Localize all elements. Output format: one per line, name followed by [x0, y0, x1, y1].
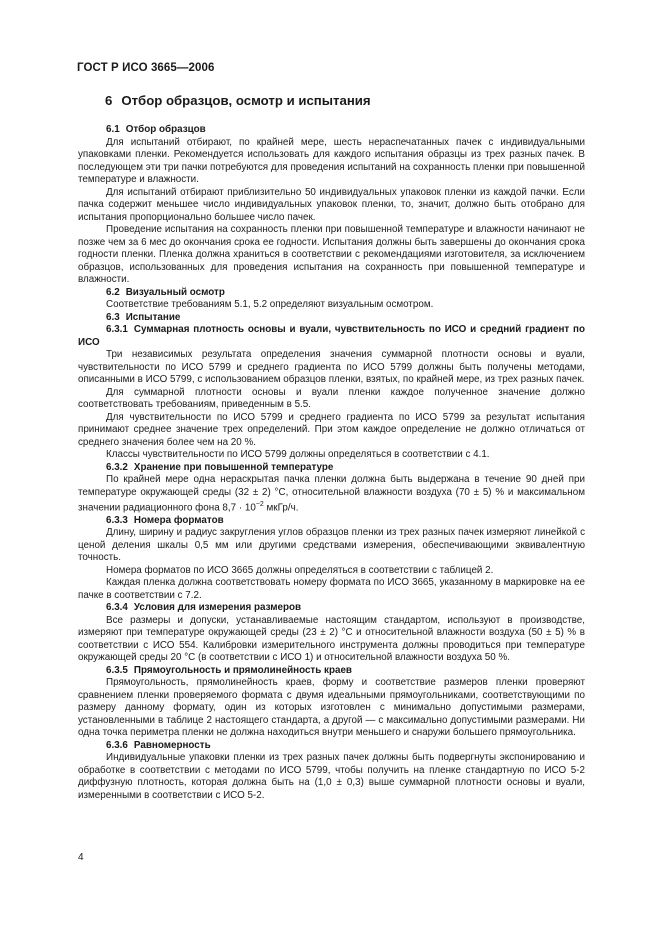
heading-number: 6.3.5	[106, 664, 128, 676]
subsection-heading-6-3-1	[78, 324, 585, 349]
paragraph: Для испытаний отбирают, по крайней мере, шесть нераспечатанных пачек с индивидуальными упаковками пленки. Рекомендуется использовать для каждого испытания образцы из трех разных пачек. В последующем эти три пачки потребуются для проведения испытаний на сохранность пленки при повышенной температуре и влажности.	[78, 136, 585, 185]
heading-text: Отбор образцов	[125, 124, 206, 135]
page-number: 4	[78, 852, 84, 863]
heading-text: Условия для измерения размеров	[133, 602, 302, 614]
paragraph: Прямоугольность, прямолинейность краев, форму и соответствие размеров пленки проверяют сравнением пленки проверяемого формата с двумя идеальными прямоугольниками, соответствующими по размеру данному формату, один из которых изготовлен с минимально допустимыми размерами, установленными в таблице 2 настоящего стандарта, а другой — с максимально допустимыми размерами. Ни одна точка периметра пленки не должна находиться внутри меньшего и снаружи большего прямоугольника.	[78, 677, 585, 739]
subsection-heading-6-1	[78, 124, 585, 137]
heading-number: 6.3.4	[106, 602, 128, 614]
heading-number: 6.3	[106, 311, 120, 323]
paragraph: Классы чувствительности по ИСО 5799 должны определяться в соответствии с 4.1.	[106, 449, 490, 460]
section-title-text: Отбор образцов, осмотр и испытания	[121, 93, 371, 108]
paragraph: Три независимых результата определения значения суммарной плотности основы и вуали, чувствительности по ИСО 5799 и среднего градиента по ИСО 5799 должны быть получены методами, описанными в ИСО 5799, с использованием образцов пленки, взятых, по крайней мере, из трех разных пачек.	[78, 349, 585, 385]
heading-number: 6.3.6	[106, 739, 128, 751]
paragraph: Для суммарной плотности основы и вуали пленки каждое полученное значение должно соответствовать требованиям, приведенным в 5.5.	[78, 386, 585, 410]
section-title	[105, 93, 371, 108]
subsection-heading-6-3	[78, 312, 585, 325]
document-header: ГОСТ Р ИСО 3665—2006	[77, 62, 215, 74]
paragraph: Номера форматов по ИСО 3665 должны определяться в соответствии с таблицей 2.	[106, 564, 494, 576]
heading-text: Равномерность	[133, 739, 211, 751]
subsection-heading-6-3-6	[78, 740, 585, 753]
subsection-heading-6-2	[78, 287, 585, 300]
paragraph: Для чувствительности по ИСО 5799 и среднего градиента по ИСО 5799 за результат испытания принимают среднее значение трех определений. При этом каждое определение не должно отличаться от среднего значения более чем на 20 %.	[78, 411, 585, 448]
heading-text: Прямоугольность и прямолинейность краев	[133, 664, 352, 676]
paragraph	[78, 474, 585, 515]
subsection-heading-6-3-5	[78, 665, 585, 678]
exponent: −2	[255, 501, 264, 508]
paragraph: Каждая пленка должна соответствовать номеру формата по ИСО 3665, указанному в маркировке на ее пачке в соответствии с 7.2.	[78, 577, 585, 601]
section-number: 6	[105, 93, 113, 108]
paragraph-text: мкГр/ч.	[263, 502, 299, 514]
paragraph: Для испытаний отбирают приблизительно 50 индивидуальных упаковок пленки из каждой пачки. Если пачка содержит меньшее число индивидуальных упаковок пленки, то, значит, должно быть отобрано для испытания пропорционально большее число пачек.	[78, 186, 585, 223]
heading-number: 6.1	[106, 124, 120, 135]
subsection-heading-6-3-4	[78, 602, 585, 615]
paragraph: Соответствие требованиям 5.1, 5.2 определяют визуальным осмотром.	[106, 299, 434, 310]
heading-text: Испытание	[125, 311, 181, 323]
subsection-heading-6-3-2	[78, 462, 585, 475]
heading-number: 6.3.3	[106, 514, 128, 526]
document-body	[78, 124, 585, 802]
heading-number: 6.3.1	[106, 324, 128, 335]
heading-text: Хранение при повышенной температуре	[133, 461, 334, 473]
heading-number: 6.3.2	[106, 461, 128, 473]
paragraph: Проведение испытания на сохранность пленки при повышенной температуре и влажности начинают не позже чем за 6 мес до окончания срока ее годности. Испытания должны быть завершены до окончания срока годности пленки. Пленка должна храниться в соответствии с рекомендациями изготовителя, за исключением образцов, использованных для проведения испытания на сохранность при повышенной температуре и влажности.	[78, 224, 585, 285]
heading-text: Суммарная плотность основы и вуали, чувствительность по ИСО и средний градиент по ИСО	[78, 324, 585, 348]
paragraph: Индивидуальные упаковки пленки из трех разных пачек должны быть подвергнуты экспонированию и обработке в соответствии с методами по ИСО 5799, чтобы получить на пленке стандартную по ИСО 5-2 диффузную плотность, которая должна быть на (1,0 ± 0,3) выше суммарной плотности основы и вуали, измеренными в соответствии с ИСО 5-2.	[78, 752, 585, 801]
heading-text: Визуальный осмотр	[125, 286, 225, 298]
subsection-heading-6-3-3	[78, 515, 585, 528]
paragraph: Длину, ширину и радиус закругления углов образцов пленки из трех разных пачек измеряют линейкой с ценой деления шкалы 0,5 мм или другими средствами измерения, обеспечивающими эквивалентную точность.	[78, 527, 585, 564]
heading-text: Номера форматов	[133, 514, 224, 526]
paragraph: Все размеры и допуски, устанавливаемые настоящим стандартом, используют в производстве, измеряют при температуре окружающей среды (23 ± 2) °С и относительной влажности воздуха (50 ± 5) % в соответствии с ИСО 554. Калибровки измерительного инструмента должны проводиться при температуре окружающей среды 20 °С (в соответствии с ИСО 1) и относительной влажности воздуха 50 %.	[78, 614, 585, 664]
paragraph-text: По крайней мере одна нераскрытая пачка пленки должна быть выдержана в течение 90 дней при температуре окружающей среды (32 ± 2) °С, относительной влажности воздуха (70 ± 5) % и максимальном значении радиационного фона 8,7 · 10	[78, 474, 585, 514]
heading-number: 6.2	[106, 286, 120, 298]
